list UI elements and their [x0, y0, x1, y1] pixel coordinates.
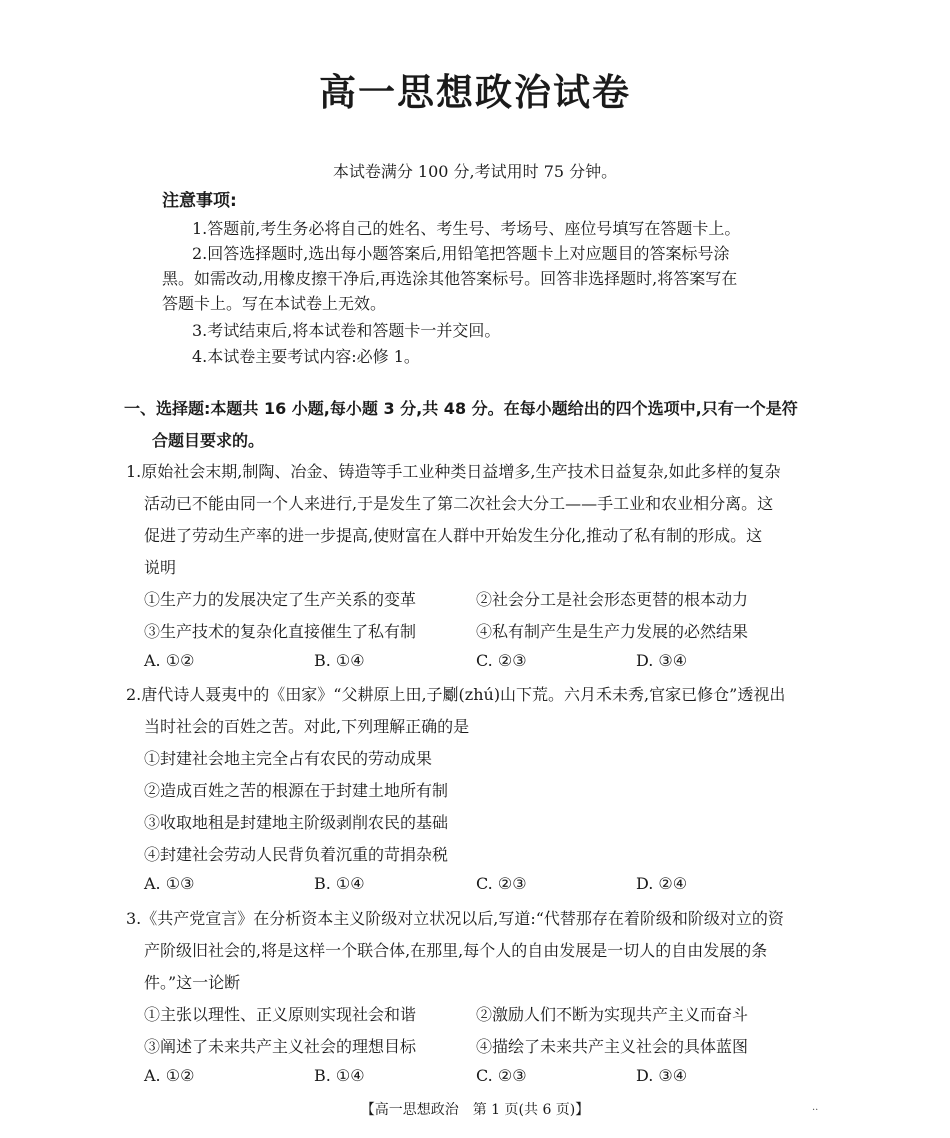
question-2-statement: ①封建社会地主完全占有农民的劳动成果 [144, 749, 433, 768]
question-3-line: 3.《共产党宣言》在分析资本主义阶级对立状况以后,写道:“代替那存在着阶级和阶级对立的资 [126, 909, 784, 928]
question-1-line: 活动已不能由同一个人来进行,于是发生了第二次社会大分工——手工业和农业相分离。这 [144, 494, 774, 513]
question-3-choice-b: B. ①④ [314, 1066, 365, 1085]
question-1-choice-d: D. ③④ [636, 651, 688, 670]
question-2-choice-a: A. ①③ [144, 874, 195, 893]
question-1-statement: ②社会分工是社会形态更替的根本动力 [476, 590, 749, 609]
question-3-statement: ②激励人们不断为实现共产主义而奋斗 [476, 1005, 749, 1024]
question-1-statement: ③生产技术的复杂化直接催生了私有制 [144, 622, 417, 641]
question-2-choice-d: D. ②④ [636, 874, 688, 893]
question-1-line: 1.原始社会末期,制陶、冶金、铸造等手工业种类日益增多,生产技术日益复杂,如此多样的复杂 [126, 462, 781, 481]
question-2-choice-b: B. ①④ [314, 874, 365, 893]
corner-mark: ·· [812, 1105, 819, 1116]
note-line: 3.考试结束后,将本试卷和答题卡一并交回。 [192, 321, 501, 340]
question-2-statement: ③收取地租是封建地主阶级剥削农民的基础 [144, 813, 449, 832]
question-3-choice-a: A. ①② [144, 1066, 195, 1085]
question-1-choice-b: B. ①④ [314, 651, 365, 670]
page-footer: 【高一思想政治 第 1 页(共 6 页)】 [360, 1102, 590, 1118]
question-2-choice-c: C. ②③ [476, 874, 527, 893]
question-1-statement: ④私有制产生是生产力发展的必然结果 [476, 622, 749, 641]
question-2-line: 当时社会的百姓之苦。对此,下列理解正确的是 [144, 717, 470, 736]
question-3-statement: ①主张以理性、正义原则实现社会和谐 [144, 1005, 417, 1024]
note-line: 4.本试卷主要考试内容:必修 1。 [192, 347, 420, 366]
note-line: 黑。如需改动,用橡皮擦干净后,再选涂其他答案标号。回答非选择题时,将答案写在 [162, 269, 738, 288]
question-3-line: 产阶级旧社会的,将是这样一个联合体,在那里,每个人的自由发展是一切人的自由发展的条 [144, 941, 768, 960]
note-line: 2.回答选择题时,选出每小题答案后,用铅笔把答题卡上对应题目的答案标号涂 [192, 244, 730, 263]
question-2-line: 2.唐代诗人聂夷中的《田家》“父耕原上田,子劚(zhú)山下荒。六月禾未秀,官家已修仓”透视出 [126, 685, 786, 704]
section-heading-cont: 合题目要求的。 [152, 431, 265, 450]
question-1-statement: ①生产力的发展决定了生产关系的变革 [144, 590, 417, 609]
question-3-statement: ③阐述了未来共产主义社会的理想目标 [144, 1037, 417, 1056]
exam-info: 本试卷满分 100 分,考试用时 75 分钟。 [332, 162, 618, 181]
question-1-choice-c: C. ②③ [476, 651, 527, 670]
note-line: 答题卡上。写在本试卷上无效。 [162, 294, 387, 313]
question-2-statement: ②造成百姓之苦的根源在于封建土地所有制 [144, 781, 449, 800]
question-2-statement: ④封建社会劳动人民背负着沉重的苛捐杂税 [144, 845, 449, 864]
section-heading: 一、选择题:本题共 16 小题,每小题 3 分,共 48 分。在每小题给出的四个选项中,只有一个是符 [124, 399, 798, 418]
question-1-line: 促进了劳动生产率的进一步提高,使财富在人群中开始发生分化,推动了私有制的形成。这 [144, 526, 763, 545]
note-line: 1.答题前,考生务必将自己的姓名、考生号、考场号、座位号填写在答题卡上。 [192, 219, 741, 238]
question-3-choice-c: C. ②③ [476, 1066, 527, 1085]
question-1-choice-a: A. ①② [144, 651, 195, 670]
question-3-statement: ④描绘了未来共产主义社会的具体蓝图 [476, 1037, 749, 1056]
page-title: 高一思想政治试卷 [319, 71, 631, 114]
notes-heading: 注意事项: [162, 191, 237, 211]
question-3-line: 件。”这一论断 [144, 973, 241, 992]
question-3-choice-d: D. ③④ [636, 1066, 688, 1085]
question-1-line: 说明 [144, 558, 177, 577]
